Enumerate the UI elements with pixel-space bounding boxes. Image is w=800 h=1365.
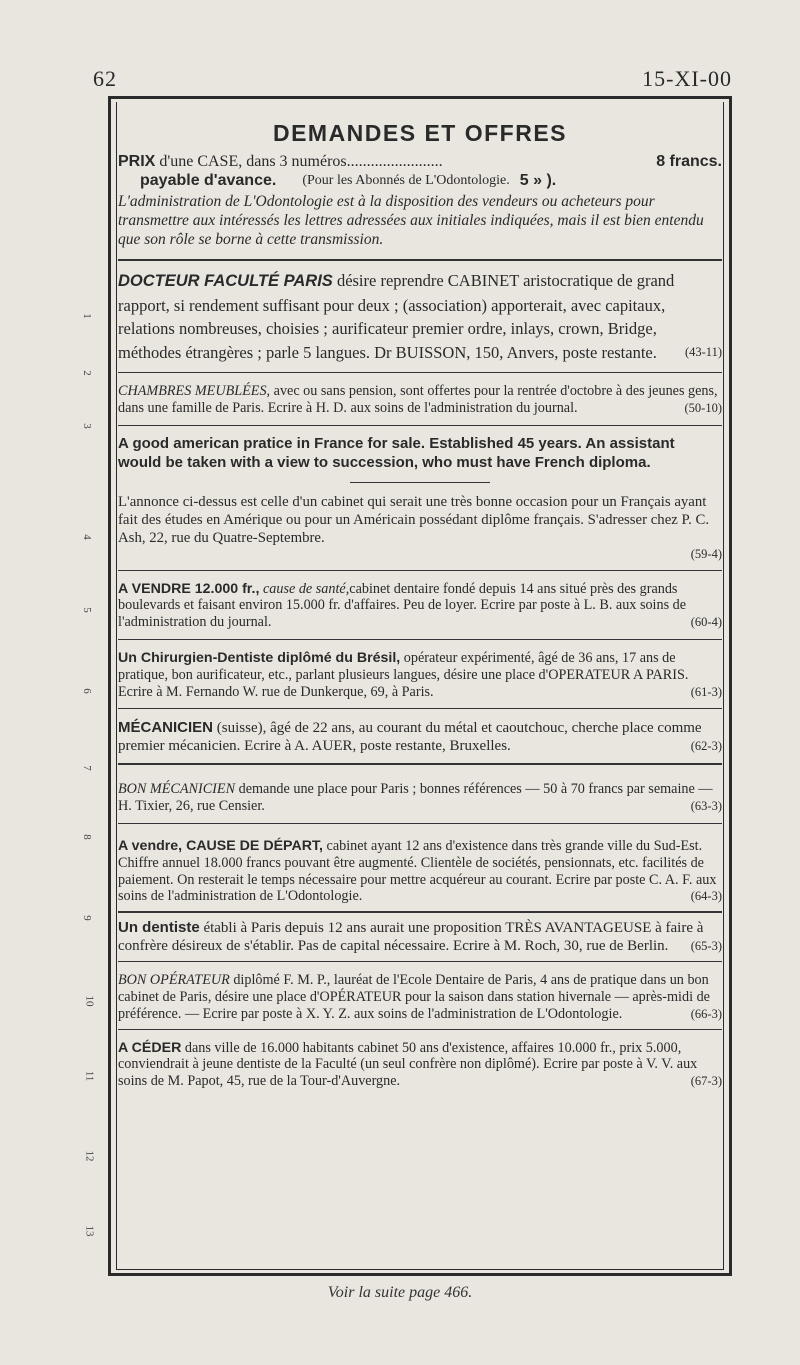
ad-ref: (66-3) — [690, 1006, 722, 1021]
classified-ad — [118, 640, 722, 708]
margin-number: 1 — [80, 313, 93, 319]
ad-lead: Un dentiste — [118, 919, 200, 937]
margin-number: 4 — [80, 534, 93, 540]
classified-ad — [118, 261, 722, 372]
classified-ad — [118, 709, 722, 763]
ad-ref: (65-3) — [690, 939, 722, 954]
margin-number: 5 — [80, 607, 93, 613]
ad-ref: (50-10) — [684, 400, 722, 415]
classified-ad — [118, 962, 722, 1028]
ad-ref: (64-3) — [690, 889, 722, 904]
price-line1-text: d'une CASE, dans 3 numéros — [159, 153, 347, 170]
classified-ad — [118, 426, 722, 570]
classified-ad — [118, 824, 722, 911]
page-title: DEMANDES ET OFFRES — [272, 120, 568, 146]
classified-ad — [118, 913, 722, 961]
ad-lead: MÉCANICIEN — [118, 719, 214, 737]
notice-text: L'administration de L'Odontologie est à la disposition des vendeurs ou acheteurs pour transmettre aux intéressés les lettres adressées aux initiales indiquées, mais il est bien entendu que son rôle se borne à cette transmission. — [118, 193, 704, 248]
ad-text: demande une place pour Paris ; bonnes références — 50 à 70 francs par semaine — H. Tixier, 26, rue Censier. — [118, 781, 713, 815]
ad-text: L'annonce ci-dessus est celle d'un cabinet qui serait une très bonne occasion pour un Français ayant fait des études en Amérique ou pour un Américain possédant diplôme français. S'adresser chez P. C. Ash, 22, rue du Quatre-Septembre. — [118, 493, 710, 546]
ad-ref: (59-4) — [690, 546, 722, 561]
price-label: PRIX — [118, 153, 156, 170]
ad-lead: DOCTEUR FACULTÉ PARIS — [118, 272, 333, 290]
margin-number: 11 — [83, 1070, 96, 1082]
issue-date: 15-XI-00 — [642, 66, 732, 91]
price-dots: ........................ — [346, 153, 443, 170]
ads-content — [118, 100, 722, 1096]
ad-lead: CHAMBRES MEUBLÉES, — [118, 383, 271, 399]
ad-lead: A vendre, CAUSE DE DÉPART, — [118, 837, 323, 854]
margin-number: 3 — [80, 423, 93, 429]
ad-lead-italic: cause de santé, — [259, 580, 350, 597]
ad-lead: Un Chirurgien-Dentiste diplômé du Brésil, — [118, 649, 401, 666]
ad-lead: BON MÉCANICIEN — [118, 781, 236, 798]
ad-ref: (43-11) — [684, 344, 722, 359]
ad-ref: (61-3) — [690, 684, 722, 699]
classified-ad — [118, 373, 722, 425]
price-block — [118, 152, 722, 190]
classified-ad — [118, 571, 722, 639]
ad-ref: (67-3) — [690, 1074, 722, 1089]
classified-ad — [118, 765, 722, 823]
page-number: 62 — [93, 66, 117, 91]
margin-number: 10 — [83, 995, 96, 1007]
classified-ad — [118, 1030, 722, 1096]
price-amount: 8 francs. — [656, 153, 722, 170]
ad-lead: A good american pratice in France for sale. Established 45 years. An assistant would be taken with a view to succession, who must have French diploma. — [118, 434, 675, 471]
ad-text: cabinet dentaire fondé depuis 14 ans situé près des grands boulevards et faisant environ 15.000 fr. d'affaires. Peu de loyer. Ecrire par poste à L. B. aux soins de l'administration du journal. — [118, 580, 687, 631]
continued-footer: Voir la suite page 466. — [327, 1284, 473, 1301]
ad-lead: A CÉDER — [118, 1039, 182, 1056]
margin-number: 2 — [80, 370, 93, 376]
ad-text: dans ville de 16.000 habitants cabinet 50 ans d'existence, affaires 10.000 fr., prix 5.000, conviendrait à jeune dentiste de la Faculté (un seul confrère non diplômé). Ecrire par poste à V. V. aux soins de M. Papot, 45, rue de la Tour-d'Auvergne. — [118, 1039, 698, 1090]
ad-ref: (62-3) — [690, 739, 722, 754]
ad-text: cabinet ayant 12 ans d'existence dans très grande ville du Sud-Est. Chiffre annuel 18.000 francs pouvant être augmenté. Clientèle de sociétés, pensionnats, etc. facilités de paiement. On resterait le temps nécessaire pour mettre acquéreur au courant. Ecrire par poste C. A. F. aux soins de l'administration de L'Odontologie. — [118, 837, 717, 905]
ad-ref: (63-3) — [690, 799, 722, 814]
margin-number: 7 — [80, 765, 93, 771]
price-subscribers: (Pour les Abonnés de L'Odontologie. — [302, 173, 510, 188]
ad-text: diplômé F. M. P., lauréat de l'Ecole Dentaire de Paris, 4 ans de pratique dans un bon cabinet de Paris, désire une place d'OPÉRATEUR pour la saison dans station hivernale — après-midi de préférence. — Ecrire par poste à X. Y. Z. aux soins de l'administration de L'Odontologie. — [118, 972, 710, 1022]
price-advance: payable d'avance. — [140, 172, 277, 189]
ad-text: désire reprendre CABINET aristocratique de grand rapport, si rendement suffisant pour deux ; (association) apporterait, avec capitaux, relations nombreuses, choisies ; aurificateur premier ordre, inlays, crown, Bridge, méthodes étrangères ; parle 5 langues. Dr BUISSON, 150, Anvers, poste restante. — [118, 271, 675, 362]
ad-lead: A VENDRE 12.000 fr., — [118, 580, 260, 597]
price-subscribers-amount: 5 » ). — [519, 172, 557, 189]
ad-text: établi à Paris depuis 12 ans aurait une proposition TRÈS AVANTAGEUSE à faire à confrère désireux de s'établir. Pas de capital nécessaire. Ecrire à M. Roch, 30, rue de Berlin. — [118, 920, 704, 955]
ad-text: avec ou sans pension, sont offertes pour la rentrée d'octobre à des jeunes gens, dans une famille de Paris. Ecrire à H. D. aux soins de l'administration du journal. — [118, 383, 718, 416]
margin-number: 8 — [80, 834, 93, 840]
margin-number: 9 — [80, 915, 93, 921]
ad-text: (suisse), âgé de 22 ans, au courant du métal et caoutchouc, cherche place comme premier mécanicien. Ecrire à A. AUER, poste restante, Bruxelles. — [118, 720, 702, 755]
margin-number: 12 — [83, 1150, 96, 1162]
ad-lead: BON OPÉRATEUR — [118, 972, 230, 989]
ad-text: opérateur expérimenté, âgé de 36 ans, 17 ans de pratique, bon aurificateur, etc., parlant plusieurs langues, désire une place d'OPERATEUR A PARIS. Ecrire à M. Fernando W. rue de Dunkerque, 69, à Paris. — [118, 649, 689, 700]
ad-ref: (60-4) — [690, 615, 722, 630]
margin-number: 13 — [83, 1225, 96, 1237]
margin-number: 6 — [80, 688, 93, 694]
